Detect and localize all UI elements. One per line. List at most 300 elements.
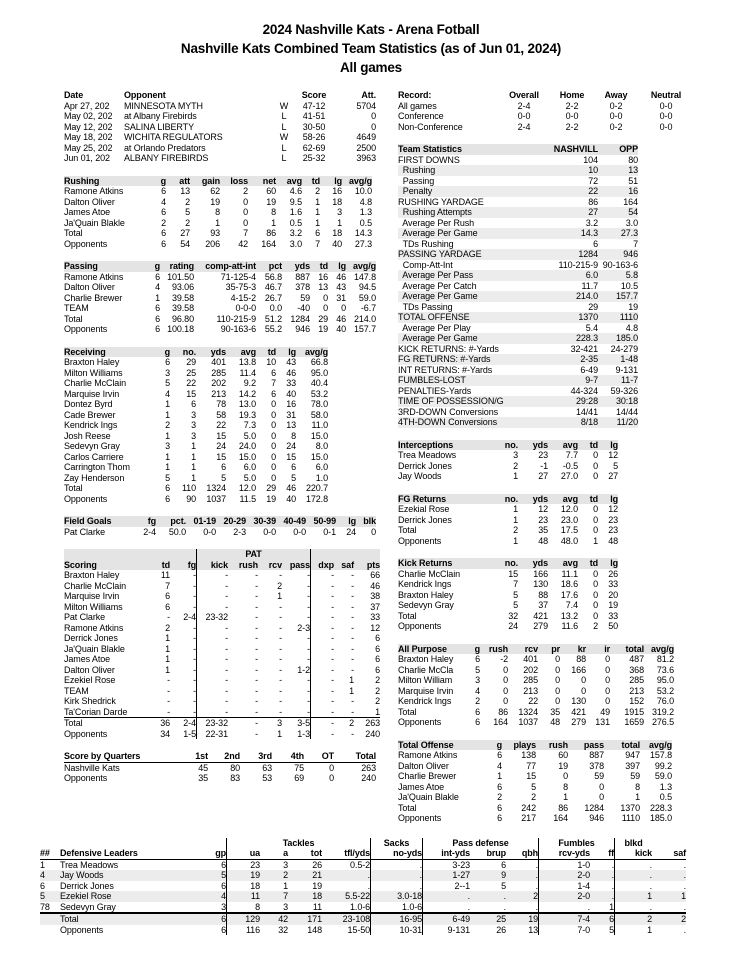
table-cell: 6 [497,750,502,760]
table-cell: 23.0 [560,514,578,525]
table-cell: 26 [312,859,322,870]
table-cell: - [307,643,310,654]
table-cell: . [611,880,615,891]
table-row [398,600,618,611]
table-cell: 48.0 [560,535,578,546]
column-header: saf [652,848,686,860]
table-cell: 22 [186,378,196,388]
table-cell: 1 [165,664,170,675]
table-cell: 100.18 [167,324,194,334]
table-cell: 18 [288,891,322,902]
table-cell: 33 [608,610,618,621]
table-row [398,665,674,676]
table-cell: 2 [334,717,354,729]
table-cell: 14/44 [615,406,638,417]
table-cell: 6 [271,388,276,399]
table-cell: Carlos Carriere [64,451,124,462]
column-header: All Purpose [398,644,468,655]
table-cell: 0 [555,675,560,685]
table-cell: . [370,881,422,892]
table-cell: L [281,111,287,121]
table-cell: FG RETURNS: #-Yards [398,354,538,365]
table-row [64,707,380,718]
table-cell: 13.0 [238,399,256,409]
table-cell: 9.5 [289,196,302,207]
table-cell: 6 [161,238,166,249]
table-cell: 1 [165,399,170,409]
table-cell: . [614,860,652,871]
table-cell: Jay Woods [60,870,200,881]
table-cell: 0 [563,771,568,781]
column-header: no. [490,494,518,505]
column-header: Overall [509,90,539,100]
column-header: rating [160,261,194,272]
table-cell: 421 [533,610,548,621]
table-cell: 6 [161,186,166,196]
table-row [64,612,380,623]
table-row [40,925,686,936]
table-cell: 5 [185,207,190,217]
table-cell [40,925,60,936]
table-cell: Average Per Pass [398,270,538,281]
table-cell: 19 [506,912,538,925]
table-cell: 3.2 [585,217,598,228]
table-cell: 6 [497,813,502,823]
table-cell: 24 [216,441,226,451]
table-cell: Opponents [398,717,442,727]
defensive-leaders-section [40,838,742,936]
table-cell: - [279,696,282,706]
table-cell: 1 [614,891,652,902]
table-cell: 33 [370,612,381,622]
column-header: yds [518,558,548,569]
two-column-content [0,90,742,836]
table-cell: Passing [398,175,435,186]
table-cell: Nashville Kats [64,762,120,773]
schedule-section [64,90,382,164]
table-cell: at Orlando Predators [124,142,206,153]
table-cell: - [279,664,282,675]
column-header: fg [130,516,156,527]
table-cell: - [193,601,196,612]
table-row [398,782,672,793]
table-cell: 0 [271,462,276,472]
table-cell: TEAM [64,303,89,313]
table-cell: 1.0 [315,472,328,483]
table-cell: 1 [165,409,170,420]
table-cell: 6 [221,859,226,870]
table-cell: 94.5 [358,282,376,292]
table-cell: 60 [558,750,568,760]
table-row [398,686,674,697]
table-cell: 22 [528,696,538,706]
table-cell: 0 [243,196,248,207]
table-cell: 11/20 [598,417,638,428]
all-purpose-section [398,644,700,728]
table-cell: 3 [165,441,170,451]
table-cell: Trea Meadows [60,859,118,870]
table-cell: 0 [605,664,610,675]
table-cell: Ramone Atkins [64,186,124,196]
column-header: td [148,560,170,571]
table-cell: 18 [332,196,342,207]
table-cell: 0 [593,514,598,525]
table-cell: 0-0 [517,111,531,121]
table-cell: May 25, 202 [64,142,113,153]
table-cell: 1 [277,591,282,601]
table-cell: 3 [337,207,342,217]
table-row [64,441,328,452]
table-cell: . [535,901,539,912]
column-header: gain [190,176,220,187]
field-goals-section [64,516,382,537]
table-cell: Rushing [398,165,538,176]
column-header: Date [64,90,84,100]
table-cell: 4.8 [359,196,372,207]
table-cell: 1370 [620,802,640,813]
table-cell: Cade Brewer [64,409,116,420]
table-cell: 378 [589,760,604,771]
kick-returns-section [398,558,700,632]
column-header: lg [598,494,618,505]
table-cell: 3 [283,859,288,870]
table-cell: - [279,633,282,643]
table-cell: 69 [294,773,304,783]
group-header-cell: Sacks [370,838,422,849]
table-cell: 7 [165,580,170,591]
table-cell: 2-4 [183,612,196,622]
column-header: g [468,644,480,655]
table-cell: 1 [165,462,170,472]
group-header-cell [40,838,226,849]
table-cell: - [351,580,354,591]
table-cell: 6 [155,303,160,313]
table-cell: 263 [354,717,380,729]
passing-table [64,261,376,335]
group-header-cell [64,549,196,560]
table-cell: - [307,612,310,622]
column-header: comp-att-int [194,261,256,272]
table-cell: . [506,870,538,881]
table-row [398,165,638,176]
table-cell: 6 [191,399,196,409]
table-cell: KICK RETURNS: #-Yards [398,343,499,354]
table-cell: 6 [501,859,507,870]
column-header: total [604,740,640,751]
column-header: pct [256,261,282,272]
column-header: Score by Quarters [64,751,176,763]
table-cell: 50.0 [168,526,186,537]
table-cell: . [535,859,539,870]
table-cell: 17.6 [560,589,578,600]
table-cell: 0 [341,303,346,313]
table-cell: 6 [497,781,502,792]
table-cell: 2 [315,186,320,196]
table-cell: 110 [181,483,196,493]
column-header: Passing [64,261,148,272]
column-header: lg [336,516,356,527]
table-row [64,410,328,421]
table-cell: Milton Williams [64,601,123,612]
table-cell: 2 [375,685,381,696]
table-cell: Kirk Shedrick [64,696,116,706]
table-cell: - [193,643,196,654]
table-cell: Braxton Haley [64,570,120,580]
column-header: avg/g [644,644,674,655]
table-cell: - [196,602,228,613]
table-cell: 0-0 [263,526,276,537]
table-cell: TDs Passing [398,301,453,312]
table-cell: 37 [370,601,381,612]
table-cell: 27 [180,228,190,238]
table-cell: 0 [555,654,560,664]
table-cell: 9-131 [422,925,470,936]
table-cell: 30:18 [598,396,638,407]
table-cell: 2 [652,912,686,925]
table-cell: TDs Rushing [398,238,454,249]
table-cell: 7-0 [538,925,590,936]
table-cell: 319.2 [651,706,674,717]
table-cell: Average Per Play [398,322,471,333]
table-cell: 6 [375,643,381,654]
table-cell: 0-1 [323,526,336,537]
table-cell: - [310,654,334,665]
group-header-cell [652,838,686,849]
table-cell: 54 [180,238,190,249]
table-row [64,197,372,208]
table-row [64,729,380,740]
table-cell: Sedevyn Gray [60,901,116,912]
table-cell: 1 [315,207,320,217]
table-cell: 1.3 [359,207,372,217]
table-cell: 1-0 [538,860,590,871]
table-cell: 71-125-4 [220,271,256,282]
table-cell: 0 [555,664,560,675]
table-cell: 2-4 [517,100,531,111]
table-row [398,707,674,718]
column-header: 50-99 [306,516,336,527]
table-cell: FUMBLES-LOST [398,375,538,386]
table-cell: . [683,880,687,891]
column-header: yds [282,261,310,272]
table-cell: 1 [349,675,354,685]
table-cell: 9-131 [615,364,638,375]
table-cell: 66.8 [310,357,328,367]
column-header: Kick Returns [398,558,490,569]
table-cell: 11.1 [561,568,578,579]
table-row [64,675,380,686]
table-cell: - [351,622,354,633]
table-cell: Derrick Jones [60,880,114,891]
table-cell: 5 [501,880,507,891]
column-header: avg/g [296,347,328,358]
table-cell: 166 [533,568,548,579]
table-cell: 13 [318,282,328,292]
table-cell: 4.6 [289,186,302,196]
table-cell: 887 [295,271,310,282]
table-row [398,696,674,707]
table-cell: 8 [226,902,260,913]
table-cell: 25 [470,912,506,925]
table-cell: 1915 [624,706,644,717]
table-cell: Braxton Haley [398,654,454,664]
table-cell: 129 [226,912,260,925]
column-header: 20-29 [216,516,246,527]
table-cell: 2 [513,460,518,471]
table-cell: 24 [346,526,356,537]
interceptions-table [398,440,618,482]
table-cell: INT RETURNS: #-Yards [398,364,493,375]
column-header: rush [536,740,568,751]
table-cell: 32-421 [570,343,598,354]
table-cell: 1 [191,472,196,483]
table-cell: - [196,696,228,707]
table-cell: 5 [221,472,226,483]
table-cell: 27 [538,471,548,481]
column-header: Receiving [64,347,156,358]
table-cell: 29 [266,483,276,493]
table-row [64,473,328,484]
table-cell: 27.3 [598,228,638,239]
header-row [398,644,674,655]
column-header: g [488,740,502,751]
table-row [64,132,376,143]
table-cell: 1 [593,535,598,546]
table-cell: 78 [216,399,226,409]
table-cell: 4 [155,282,160,292]
table-cell: 240 [365,728,381,739]
table-cell: 43 [286,357,296,367]
table-row [64,494,328,505]
table-cell: PENALTIES-Yards [398,385,472,396]
table-cell: . [322,870,370,881]
column-header: Total [334,751,376,763]
table-cell: 11.7 [581,280,598,291]
table-row [398,249,638,260]
table-row [398,291,638,302]
column-header: Total Offense [398,740,488,751]
header-row [64,176,372,187]
table-row [64,633,380,644]
table-cell: Dalton Oliver [64,282,115,292]
table-row [398,717,674,728]
table-cell: Opponents [64,493,108,504]
column-header: g [156,347,170,358]
table-cell: - [307,591,310,601]
table-cell: 95.0 [310,367,328,378]
table-cell: . [614,881,652,892]
table-cell: . [590,870,614,881]
table-cell: Dalton Oliver [398,760,449,771]
table-cell: - [310,612,334,623]
table-row [398,207,638,218]
table-cell: - [307,570,310,580]
column-header: 3rd [240,751,272,763]
table-cell: 285 [211,367,226,378]
table-cell: 157.7 [353,324,376,334]
table-cell: - [351,664,354,675]
table-row [398,761,672,772]
table-cell: 29:28 [538,396,598,407]
table-cell: - [351,728,354,739]
table-cell: 1 [652,891,686,902]
table-cell: 4 [475,685,480,696]
table-cell: 7 [633,238,638,249]
table-cell: 1 [191,451,196,462]
table-cell: 1 [215,217,220,228]
table-cell: 279 [571,717,586,727]
table-cell: Opponents [398,535,442,546]
table-cell: 0.0 [269,303,282,313]
header-row [64,516,376,527]
table-cell: Average Per Game [398,291,538,302]
column-header: pass [568,740,604,751]
report-title-line3: All games [340,60,402,75]
group-header-cell: Pass defense [422,838,538,849]
table-cell: 164 [261,238,276,249]
column-header: loss [220,176,248,187]
table-cell: 80 [628,154,638,165]
table-cell: - [351,612,354,622]
table-cell: Charlie Brewer [64,292,123,303]
table-cell: 6.0 [243,462,256,472]
table-cell: Dalton Oliver [64,196,115,207]
table-cell: 202 [523,664,538,675]
table-cell: 76.0 [656,696,674,706]
table-row [398,569,618,580]
table-cell: 3 [191,409,196,420]
table-cell: 13 [598,165,638,176]
table-cell: 50 [608,621,618,631]
table-cell: Josh Reese [64,430,111,441]
table-cell: at Albany Firebirds [124,111,197,121]
table-cell: 10 [538,165,598,176]
table-cell: Opponents [64,238,108,249]
table-cell: 35-75-3 [225,282,256,292]
column-header: lg [320,176,342,187]
table-cell: 1 [165,451,170,462]
rushing-table [64,176,372,250]
table-row [64,228,372,239]
table-cell: Total [398,525,417,535]
table-row [398,504,618,515]
table-cell: - [255,633,258,643]
table-cell: Carrington Thom [64,462,130,472]
table-cell: 0 [605,696,610,706]
table-cell: 5.0 [243,430,256,441]
table-cell: W [279,132,289,142]
table-cell: 2-2 [565,121,579,132]
report-header [0,0,742,77]
table-cell: 33 [286,378,296,388]
table-cell: 0 [329,773,334,783]
defensive-leaders-table [40,838,686,936]
table-cell: 487 [629,654,644,664]
column-header: ir [586,644,610,655]
team-statistics-table [398,144,638,428]
table-cell: 131 [595,717,610,727]
table-cell: 887 [589,750,604,760]
table-cell: Total [64,313,83,324]
table-cell: 6.0 [315,462,328,472]
table-cell: 263 [361,762,376,773]
table-cell: 78 [40,901,50,912]
table-cell: 164 [553,813,568,823]
table-cell: 152 [629,696,644,706]
table-cell: 0-0 [609,111,623,121]
table-row [398,344,638,355]
table-row [64,218,372,229]
